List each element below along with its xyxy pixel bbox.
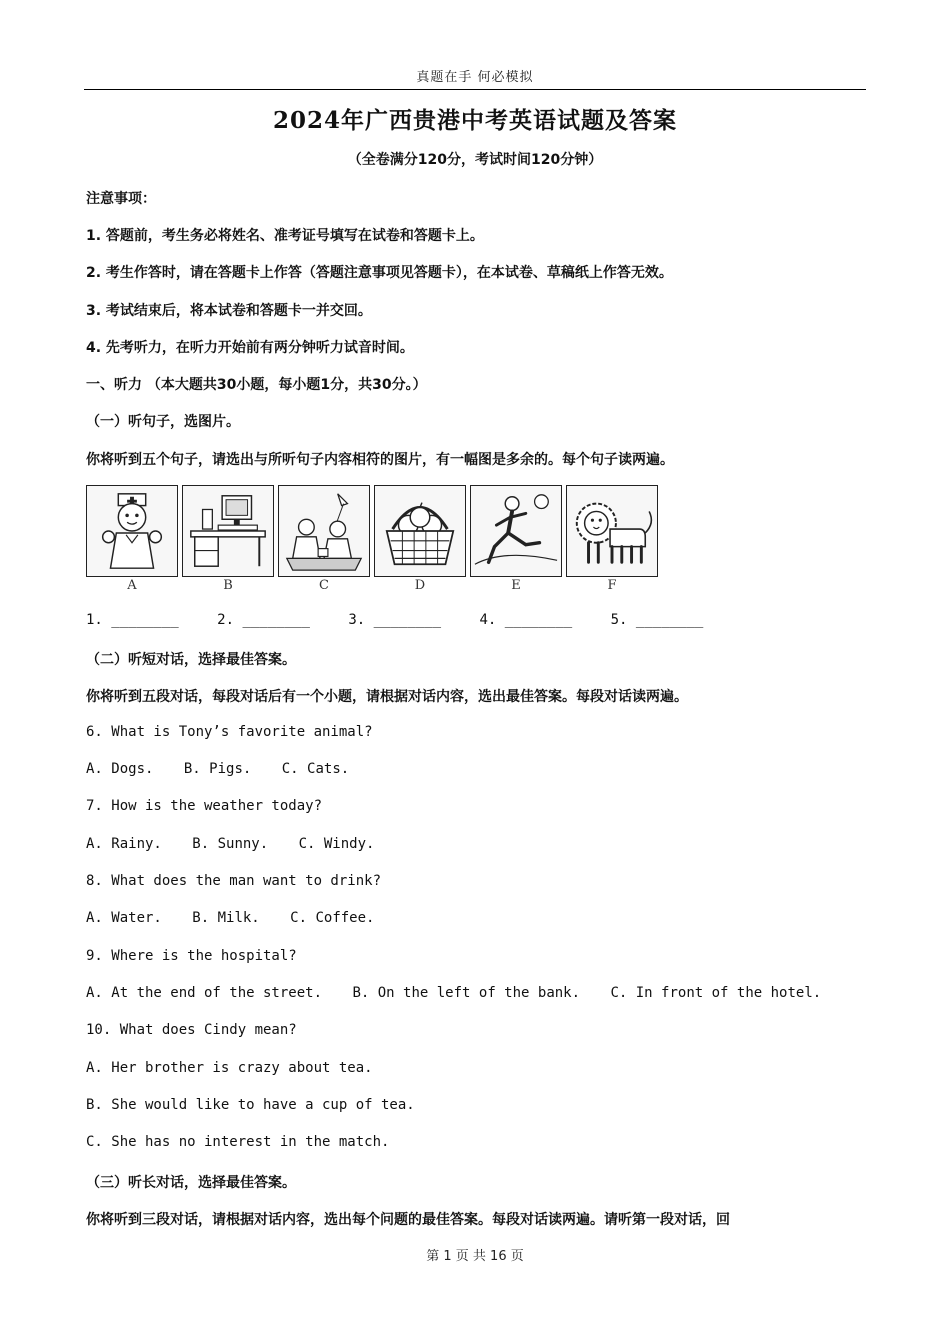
picture-label-f: F: [607, 578, 617, 593]
question-6: 6. What is Tony’s favorite animal?: [86, 724, 373, 740]
answer-blank-2[interactable]: 2. ________: [217, 612, 310, 628]
picture-f: [566, 485, 658, 577]
option-9b[interactable]: B. On the left of the bank.: [352, 985, 581, 1001]
option-8c[interactable]: C. Coffee.: [290, 910, 375, 926]
question-9: 9. Where is the hospital?: [86, 948, 297, 964]
option-10b[interactable]: B. She would like to have a cup of tea.: [86, 1097, 415, 1113]
picture-e: [470, 485, 562, 577]
answer-blank-3[interactable]: 3. ________: [348, 612, 442, 628]
page-title: 2024年广西贵港中考英语试题及答案: [272, 107, 677, 134]
option-10c[interactable]: C. She has no interest in the match.: [86, 1134, 390, 1150]
option-10a[interactable]: A. Her brother is crazy about tea.: [86, 1060, 373, 1076]
notice-item-2: 2. 考生作答时，请在答题卡上作答（答题注意事项见答题卡），在本试卷、草稿纸上作答无效。: [86, 265, 673, 281]
lion-icon: [567, 486, 657, 576]
question-8: 8. What does the man want to drink?: [86, 873, 382, 889]
answer-blanks: [86, 612, 733, 628]
question-10: 10. What does Cindy mean?: [86, 1022, 297, 1038]
notice-item-3: 3. 考试结束后，将本试卷和答题卡一并交回。: [86, 303, 372, 319]
picture-label-e: E: [511, 578, 521, 593]
page-header: 真题在手 何必模拟: [416, 70, 534, 85]
notice-heading: 注意事项：: [86, 191, 156, 207]
question-7-options: [86, 836, 374, 852]
picture-a: [86, 485, 178, 577]
picnic-icon: [279, 486, 369, 576]
option-9a[interactable]: A. At the end of the street.: [86, 985, 323, 1001]
part2-heading: （二）听短对话，选择最佳答案。: [86, 652, 296, 668]
nurse-icon: [87, 486, 177, 576]
answer-blank-1[interactable]: 1. ________: [86, 612, 179, 628]
picture-d: [374, 485, 466, 577]
part2-instruction: 你将听到五段对话，每段对话后有一个小题，请根据对话内容，选出最佳答案。每段对话读两遍。: [86, 689, 688, 705]
question-7: 7. How is the weather today?: [86, 798, 323, 814]
option-7b[interactable]: B. Sunny.: [192, 836, 269, 852]
notice-item-1: 1. 答题前，考生务必将姓名、准考证号填写在试卷和答题卡上。: [86, 228, 484, 244]
part1-instruction: 你将听到五个句子，请选出与所听句子内容相符的图片，有一幅图是多余的。每个句子读两遍。: [86, 452, 674, 468]
option-6b[interactable]: B. Pigs.: [183, 761, 252, 777]
notice-item-4: 4. 先考听力，在听力开始前有两分钟听力试音时间。: [86, 340, 414, 356]
apple-basket-icon: [375, 486, 465, 576]
answer-blank-5[interactable]: 5. ________: [610, 612, 704, 628]
part3-instruction: 你将听到三段对话，请根据对话内容，选出每个问题的最佳答案。每段对话读两遍。请听第一段对话，回: [86, 1212, 730, 1228]
option-6a[interactable]: A. Dogs.: [86, 761, 154, 777]
option-7a[interactable]: A. Rainy.: [86, 836, 162, 852]
question-9-options: [86, 985, 821, 1001]
exam-subtitle: （全卷满分120分，考试时间120分钟）: [347, 152, 603, 168]
picture-label-a: A: [127, 578, 137, 593]
picture-c: [278, 485, 370, 577]
question-6-options: [86, 761, 349, 777]
option-7c[interactable]: C. Windy.: [298, 836, 375, 852]
computer-desk-icon: [183, 486, 273, 576]
picture-label-b: B: [223, 578, 233, 593]
option-8a[interactable]: A. Water.: [86, 910, 162, 926]
answer-blank-4[interactable]: 4. ________: [479, 612, 573, 628]
option-8b[interactable]: B. Milk.: [192, 910, 260, 926]
part1-heading: （一）听句子，选图片。: [86, 414, 240, 430]
picture-row: [86, 485, 662, 595]
part3-heading: （三）听长对话，选择最佳答案。: [86, 1175, 296, 1191]
picture-label-d: D: [414, 578, 426, 593]
question-8-options: [86, 910, 374, 926]
picture-label-c: C: [319, 578, 329, 593]
page-footer: 第 1 页 共 16 页: [426, 1249, 524, 1264]
option-9c[interactable]: C. In front of the hotel.: [610, 985, 822, 1001]
option-6c[interactable]: C. Cats.: [281, 761, 350, 777]
section-heading-listening: 一、听力 （本大题共30小题，每小题1分，共30分。）: [86, 377, 427, 393]
runner-icon: [471, 486, 561, 576]
picture-b: [182, 485, 274, 577]
header-divider: [84, 89, 866, 90]
